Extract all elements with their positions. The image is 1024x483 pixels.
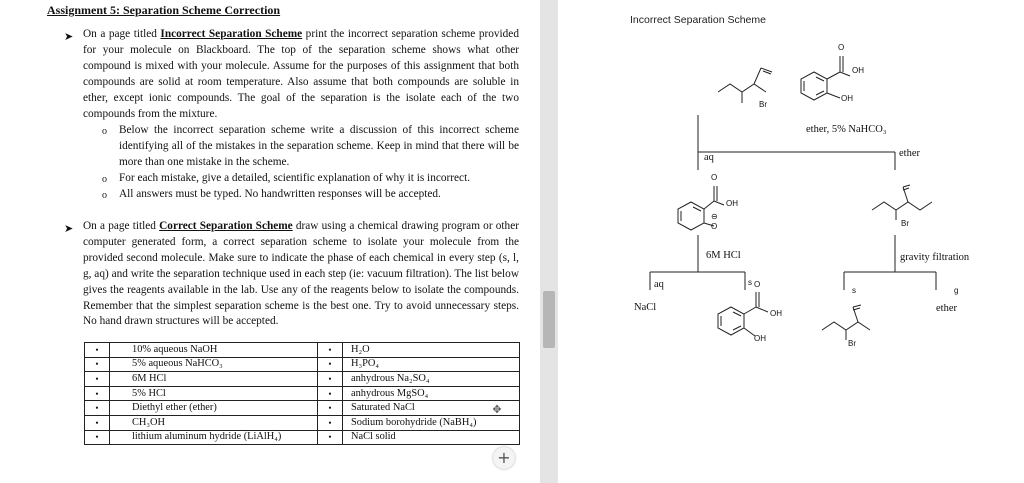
reagent-row bbox=[85, 430, 520, 445]
reagent-left: 5% aqueous NaHCO₃ bbox=[110, 357, 318, 372]
aq-label-1: aq bbox=[704, 152, 714, 163]
atom-br-2: Br bbox=[901, 219, 909, 228]
bullet-dot-icon: • bbox=[318, 386, 343, 401]
bullet-dot-icon: • bbox=[85, 415, 110, 430]
sub-item-3: All answers must be typed. No handwritten responses will be accepted. bbox=[119, 188, 441, 200]
move-handle-icon[interactable]: ✥ bbox=[492, 403, 502, 416]
separation-scheme-diagram bbox=[558, 0, 1024, 483]
atom-oh-5: OH bbox=[754, 334, 766, 343]
bullet-dot-icon: • bbox=[318, 357, 343, 372]
atom-oh-4: OH bbox=[770, 309, 782, 318]
reagent-left: 5% HCl bbox=[110, 386, 318, 401]
bullet-dot-icon: • bbox=[318, 343, 343, 358]
atom-o-1: O bbox=[838, 43, 845, 52]
bromoalkene-structure bbox=[718, 68, 772, 103]
instruction-paragraph-2 bbox=[83, 219, 519, 330]
s-label-right: s bbox=[852, 286, 856, 295]
circle-bullet-icon: o bbox=[102, 174, 107, 185]
reagent-left: CH₃OH bbox=[110, 415, 318, 430]
instruction-1-body: print the incorrect separation scheme provided for your molecule on Blackboard. The top of the separation scheme shows what other compound is mixed with your molecule. Assume for the purposes of this assignment that both compounds are solid at room temperature. Also assume that both compounds are soluble in ether, except ionic compounds. The goal of the separation is the isolate each of the two compounds from the mixture. bbox=[83, 28, 519, 120]
reagent-right: anhydrous MgSO₄ bbox=[343, 386, 520, 401]
reagent-right: NaCl solid bbox=[343, 430, 520, 445]
instruction-2-body: draw using a chemical drawing program or other computer generated form, a correct separation scheme to isolate your molecule from the provided second molecule. Make sure to indicate the phase of each chemical in every step (s, l, g, aq) and write the separation technique used in each step (ie: vacuum filtration). The list below gives the reagents available in the lab. Use any of the reagents below to isolate the compounds. Remember that the simplest separation scheme is the best one. Try to avoid unnecessary steps. No hand drawn structures will be accepted. bbox=[83, 220, 519, 328]
atom-o-2: O bbox=[711, 173, 718, 182]
ether-label-2: ether bbox=[936, 303, 957, 314]
page-gutter bbox=[540, 0, 558, 483]
reagent-right: H₃PO₄ bbox=[343, 357, 520, 372]
salicylic-acid-solid-structure bbox=[718, 292, 768, 336]
assignment-title: Assignment 5: Separation Scheme Correction bbox=[47, 3, 281, 17]
bullet-dot-icon: • bbox=[318, 415, 343, 430]
bullet-dot-icon: • bbox=[85, 343, 110, 358]
bullet-dot-icon: • bbox=[318, 372, 343, 387]
circle-bullet-icon: o bbox=[102, 190, 107, 201]
reagent-left: 6M HCl bbox=[110, 372, 318, 387]
reagent-left: Diethyl ether (ether) bbox=[110, 401, 318, 416]
reagent-right: Sodium borohydride (NaBH₄) bbox=[343, 415, 520, 430]
nacl-label: NaCl bbox=[634, 302, 657, 313]
circle-bullet-icon: o bbox=[102, 126, 107, 137]
aq-label-2: aq bbox=[654, 279, 664, 290]
bullet-dot-icon: • bbox=[85, 386, 110, 401]
bullet-dot-icon: • bbox=[318, 401, 343, 416]
atom-oh-1: OH bbox=[852, 66, 864, 75]
incorrect-scheme-heading: Incorrect Separation Scheme bbox=[160, 28, 303, 40]
add-button[interactable]: + bbox=[493, 447, 515, 469]
charge-minus: ⊖ bbox=[711, 212, 718, 221]
reagent-row bbox=[85, 343, 520, 358]
reagent-left: 10% aqueous NaOH bbox=[110, 343, 318, 358]
instruction-2-text: On a page titled bbox=[83, 220, 160, 232]
bullet-dot-icon: • bbox=[318, 430, 343, 445]
s-label-left: s bbox=[748, 278, 752, 287]
atom-oh-2: OH bbox=[841, 94, 853, 103]
reagent-table bbox=[84, 342, 520, 445]
step2-right-technique: gravity filtration bbox=[900, 252, 970, 263]
sub-item-1: Below the incorrect separation scheme write a discussion of this incorrect scheme identifying all of the mistakes in the separation scheme. Keep in mind that there will be more than one mistake in the scheme. bbox=[119, 124, 519, 168]
instruction-1-text: On a page titled bbox=[83, 28, 161, 40]
atom-o-4: O bbox=[754, 280, 761, 289]
bullet-dot-icon: • bbox=[85, 401, 110, 416]
separation-scheme-page bbox=[558, 0, 1024, 483]
reagent-left: lithium aluminum hydride (LiAlH₄) bbox=[110, 430, 318, 445]
scrollbar-thumb[interactable] bbox=[543, 291, 555, 348]
instruction-paragraph-1 bbox=[83, 27, 519, 122]
step2-left-reagent: 6M HCl bbox=[706, 250, 741, 261]
sub-item-2: For each mistake, give a detailed, scientific explanation of why it is incorrect. bbox=[119, 172, 471, 184]
bromoalkene-solid-structure bbox=[822, 305, 870, 340]
step1-reagent: ether, 5% NaHCO₃ bbox=[806, 124, 887, 135]
atom-o-3: O bbox=[711, 222, 718, 231]
arrow-bullet-icon: ➤ bbox=[64, 223, 74, 235]
atom-oh-3: OH bbox=[726, 199, 738, 208]
g-label: g bbox=[954, 286, 959, 295]
bromoalkene-ether-structure bbox=[872, 185, 932, 220]
arrow-bullet-icon: ➤ bbox=[64, 31, 74, 43]
reagent-right: anhydrous Na₂SO₄ bbox=[343, 372, 520, 387]
bullet-dot-icon: • bbox=[85, 430, 110, 445]
atom-br-3: Br bbox=[848, 339, 856, 348]
reagent-row bbox=[85, 415, 520, 430]
reagent-row bbox=[85, 386, 520, 401]
ether-label-1: ether bbox=[899, 148, 920, 159]
reagent-right: Saturated NaCl bbox=[343, 401, 520, 416]
atom-br-1: Br bbox=[759, 100, 767, 109]
bullet-dot-icon: • bbox=[85, 357, 110, 372]
scheme-title: Incorrect Separation Scheme bbox=[630, 14, 766, 26]
correct-scheme-heading: Correct Separation Scheme bbox=[159, 220, 293, 232]
reagent-row bbox=[85, 401, 520, 416]
bullet-dot-icon: • bbox=[85, 372, 110, 387]
reagent-row bbox=[85, 357, 520, 372]
reagent-right: H₂O bbox=[343, 343, 520, 358]
reagent-row bbox=[85, 372, 520, 387]
